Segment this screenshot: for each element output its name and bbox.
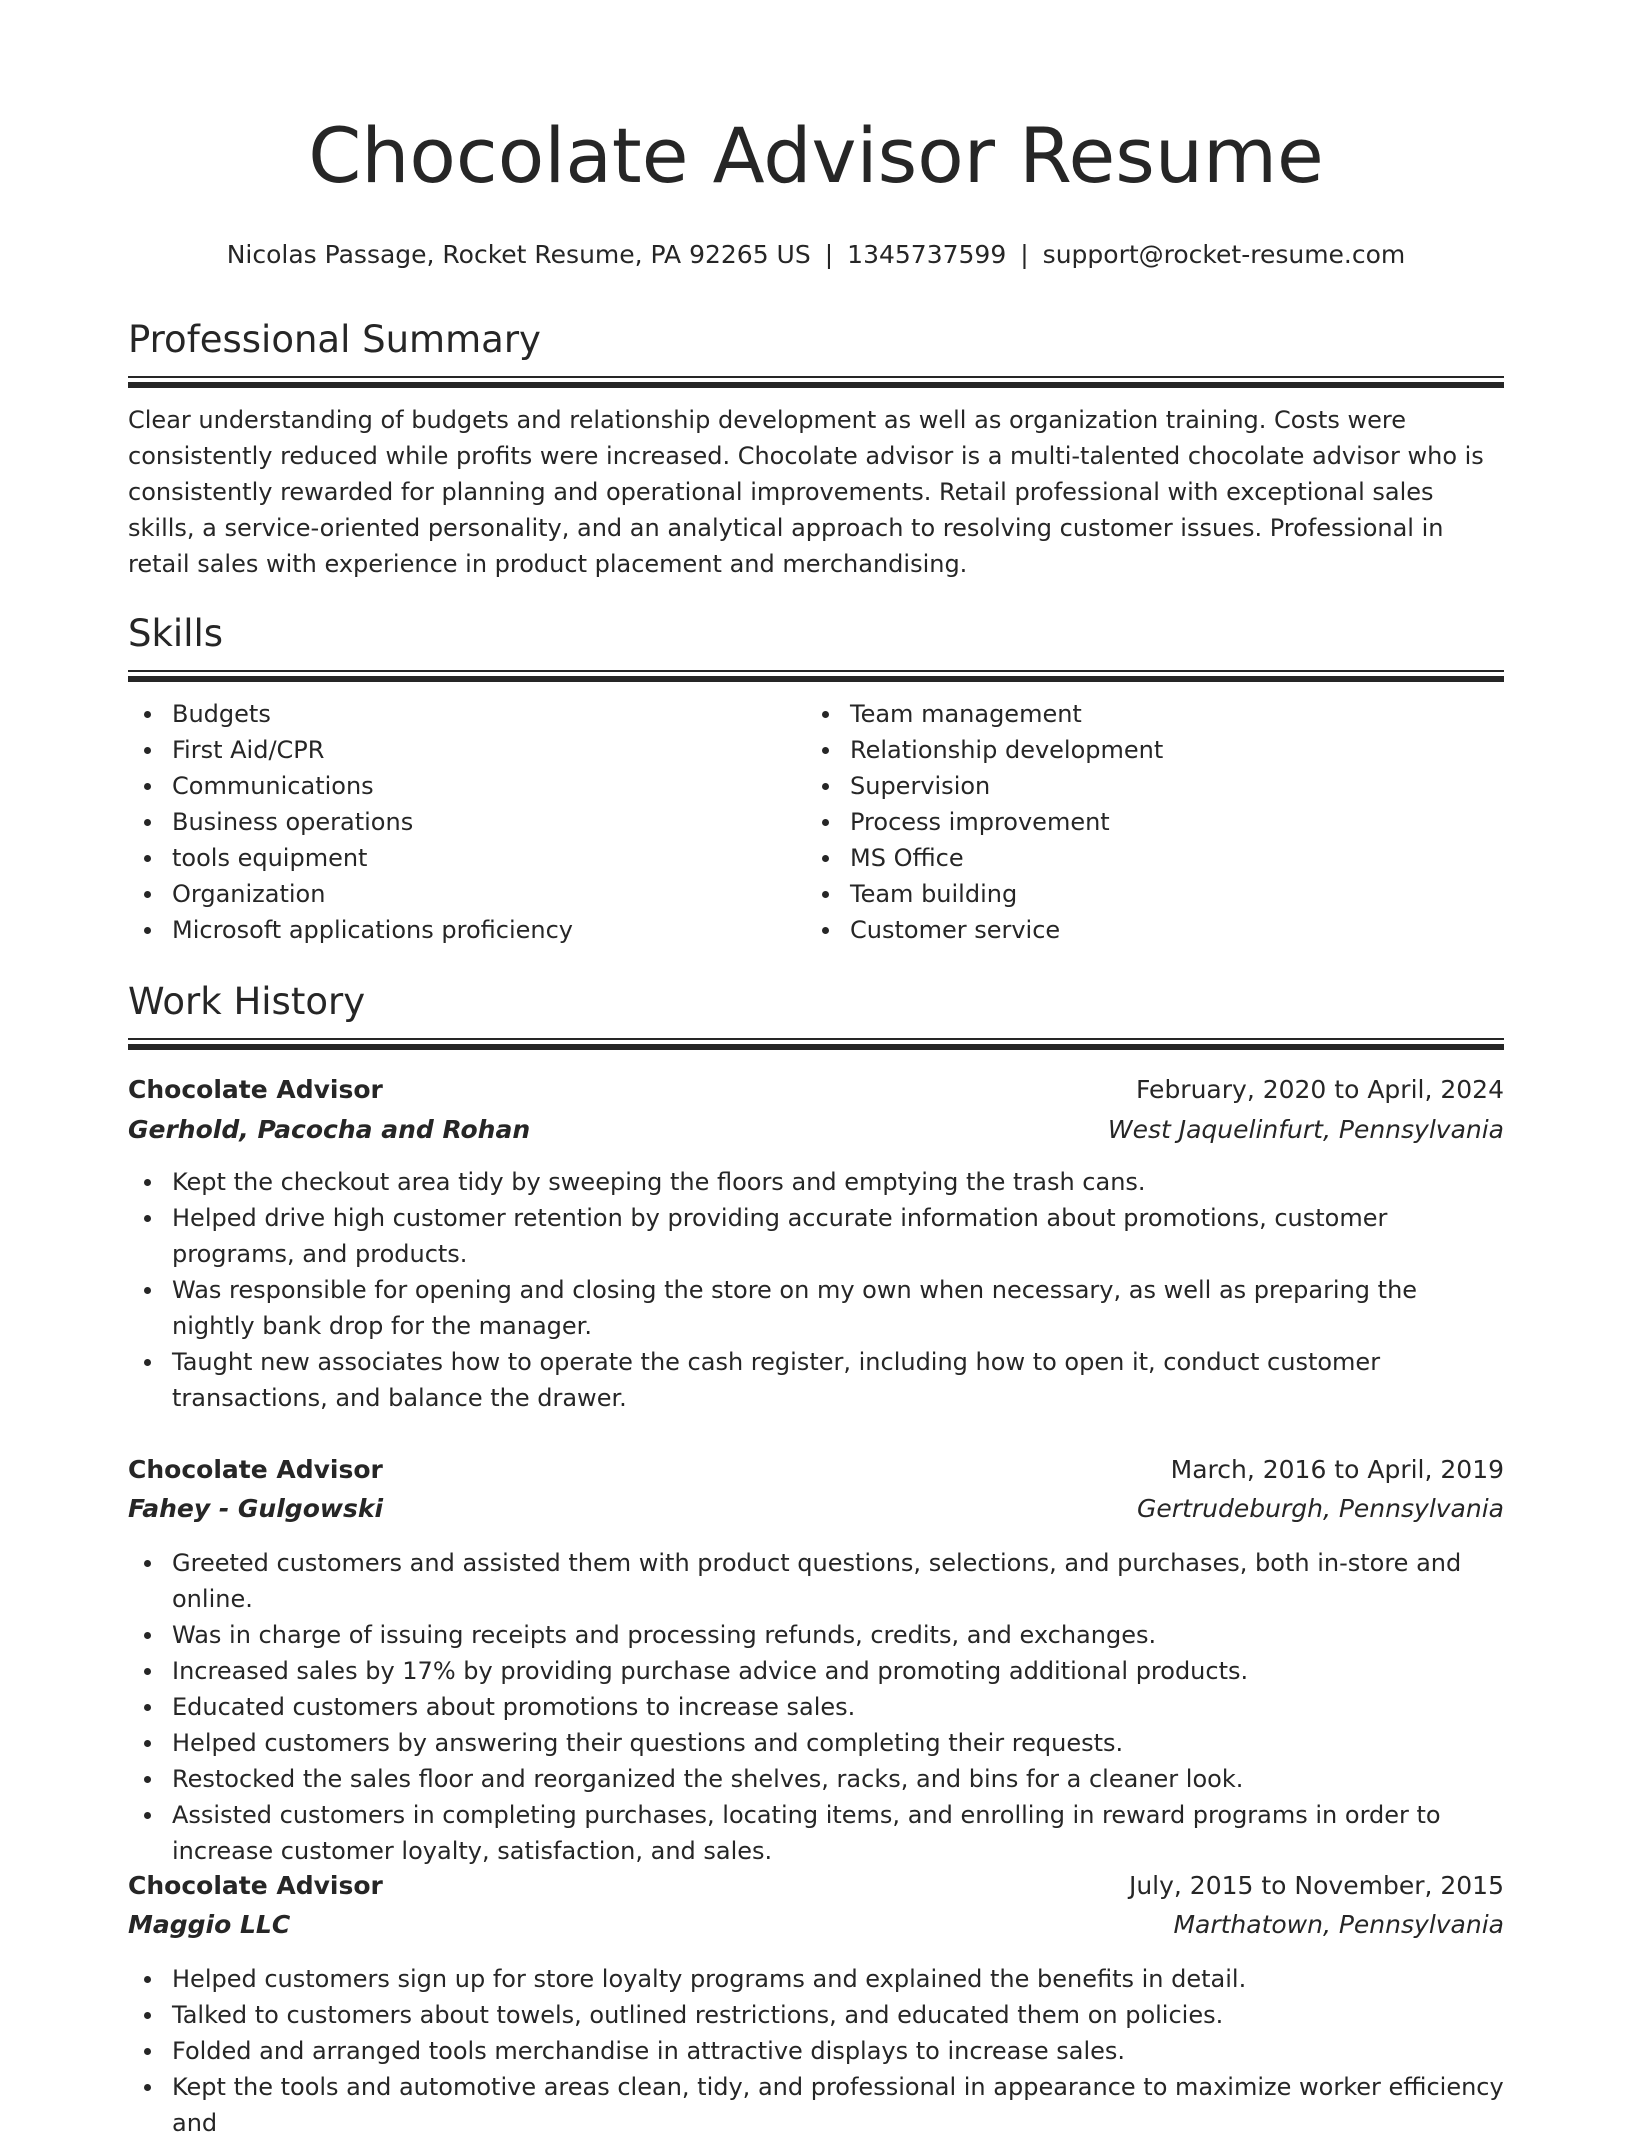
job-bullets	[128, 1164, 1504, 1416]
contact-phone: 1345737599	[847, 240, 1007, 269]
job-bullet: Was in charge of issuing receipts and processing refunds, credits, and exchanges.	[172, 1617, 1504, 1653]
job-bullet: Kept the tools and automotive areas clean, tidy, and professional in appearance to maximize worker efficiency and	[172, 2069, 1504, 2141]
contact-separator: |	[824, 240, 834, 269]
job-bullet: Greeted customers and assisted them with product questions, selections, and purchases, both in-store and online.	[172, 1545, 1504, 1617]
job-dates: July, 2015 to November, 2015	[1128, 1871, 1504, 1900]
summary-heading: Professional Summary	[128, 318, 541, 361]
skill-item: Communications	[172, 768, 802, 804]
job-location: Marthatown, Pennsylvania	[1173, 1910, 1504, 1939]
skill-item: Organization	[172, 876, 802, 912]
job-bullet: Kept the checkout area tidy by sweeping the floors and emptying the trash cans.	[172, 1164, 1504, 1200]
summary-text: Clear understanding of budgets and relationship development as well as organization training. Costs were consistently reduced while profits were increased. Chocolate advisor is a multi-talented chocolate advisor who is consistently rewarded for planning and operational improvements. Retail professional with exceptional sales skills, a service-oriented personality, and an analytical approach to resolving customer issues. Professional in retail sales with experience in product placement and merchandising.	[128, 406, 1484, 578]
job-header	[128, 1452, 1504, 1488]
job-bullet: Helped customers sign up for store loyalty programs and explained the benefits in detail.	[172, 1961, 1504, 1997]
skill-item: First Aid/CPR	[172, 732, 802, 768]
job-bullet: Educated customers about promotions to increase sales.	[172, 1689, 1504, 1725]
job-header	[128, 1072, 1504, 1108]
job-location: Gertrudeburgh, Pennsylvania	[1137, 1494, 1504, 1523]
skill-item: Microsoft applications proficiency	[172, 912, 802, 948]
contact-separator: |	[1020, 240, 1029, 269]
skill-item: Process improvement	[850, 804, 1504, 840]
contact-address: Nicolas Passage, Rocket Resume, PA 92265 US	[226, 240, 811, 269]
skill-item: Business operations	[172, 804, 802, 840]
job-title: Chocolate Advisor	[128, 1455, 383, 1484]
job-title: Chocolate Advisor	[128, 1871, 383, 1900]
resume-title: Chocolate Advisor Resume	[308, 111, 1324, 200]
contact-line	[128, 240, 1504, 270]
job-bullet: Folded and arranged tools merchandise in attractive displays to increase sales.	[172, 2033, 1504, 2069]
skill-item: Team management	[850, 696, 1504, 732]
job-dates: March, 2016 to April, 2019	[1170, 1455, 1504, 1484]
job-bullet: Restocked the sales floor and reorganized the shelves, racks, and bins for a cleaner look.	[172, 1761, 1504, 1797]
job-bullet: Was responsible for opening and closing the store on my own when necessary, as well as preparing the nightly bank drop for the manager.	[172, 1272, 1504, 1344]
skill-item: Customer service	[850, 912, 1504, 948]
skill-item: Relationship development	[850, 732, 1504, 768]
section-divider	[128, 1038, 1504, 1048]
job-bullet: Increased sales by 17% by providing purchase advice and promoting additional products.	[172, 1653, 1504, 1689]
skills-list-left	[128, 696, 802, 948]
skill-item: tools equipment	[172, 840, 802, 876]
job-subheader	[128, 1491, 1504, 1527]
section-divider	[128, 670, 1504, 680]
job-company: Gerhold, Pacocha and Rohan	[128, 1115, 531, 1144]
skill-item: Supervision	[850, 768, 1504, 804]
job-bullets	[128, 1545, 1504, 1869]
contact-email[interactable]: support@rocket-resume.com	[1042, 240, 1406, 269]
job-subheader	[128, 1907, 1504, 1943]
job-company: Maggio LLC	[128, 1910, 291, 1939]
job-location: West Jaquelinfurt, Pennsylvania	[1107, 1115, 1504, 1144]
skill-item: Budgets	[172, 696, 802, 732]
job-bullet: Taught new associates how to operate the cash register, including how to open it, conduct customer transactions, and balance the drawer.	[172, 1344, 1504, 1416]
job-bullet: Helped drive high customer retention by providing accurate information about promotions, customer programs, and products.	[172, 1200, 1504, 1272]
job-bullet: Helped customers by answering their questions and completing their requests.	[172, 1725, 1504, 1761]
skills-list-right	[806, 696, 1504, 948]
job-company: Fahey - Gulgowski	[128, 1494, 384, 1523]
job-bullet: Talked to customers about towels, outlined restrictions, and educated them on policies.	[172, 1997, 1504, 2033]
job-bullet: Assisted customers in completing purchases, locating items, and enrolling in reward programs in order to increase customer loyalty, satisfaction, and sales.	[172, 1797, 1504, 1869]
section-divider	[128, 376, 1504, 386]
work-heading: Work History	[128, 980, 366, 1023]
skills-heading: Skills	[128, 612, 224, 655]
job-dates: February, 2020 to April, 2024	[1136, 1075, 1504, 1104]
job-bullets	[128, 1961, 1504, 2141]
job-title: Chocolate Advisor	[128, 1075, 383, 1104]
skill-item: MS Office	[850, 840, 1504, 876]
job-subheader	[128, 1112, 1504, 1148]
job-header	[128, 1868, 1504, 1904]
skill-item: Team building	[850, 876, 1504, 912]
